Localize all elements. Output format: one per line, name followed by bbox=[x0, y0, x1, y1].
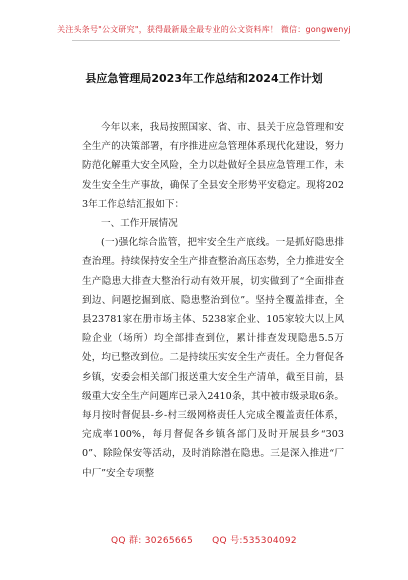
body-paragraph: (一)强化综合监管，把牢安全生产底线。一是抓好隐患排查治理。持续保持安全生产排查整治高压态势，全力推进安全生产隐患大排查大整治行动有效开展，切实做到了“全面排查到边、问题挖掘到底、隐患整治到位”。坚持全覆盖排查，全县23781家在册市场主体、5238家企业、105家较大以上风险企业（场所）均全部排查到位，累计排查发现隐患5.5万处，均已整改到位。二是持续压实安全生产责任。全力督促各乡镇，安委会相关部门报送重大安全生产清单，截至目前，县级重大安全生产问题库已录入2410条，其中被市级录取6条。每月按时督促县-乡-村三级网格责任人完成全覆盖责任体系，完成率100%，每月督促各乡镇各部门及时开展县乡“3030”、除险保安等活动，及时消除潜在隐患。三是深入推进“厂中厂”安全专项整 bbox=[82, 237, 344, 479]
banner-divider bbox=[72, 40, 340, 41]
intro-paragraph: 今年以来，我局按照国家、省、市、县关于应急管理和安全生产的决策部署，有序推进应急管理体系现代化建设，努力防范化解重大安全风险，全力以赴做好全县应急管理工作，未发生安全生产事故，确保了全县安全形势平安稳定。现将2023年工作总结汇报如下： bbox=[82, 122, 344, 210]
qq-number-text: QQ 号:535304092 bbox=[212, 536, 297, 546]
contact-footer bbox=[0, 533, 408, 546]
promo-banner: 关注头条号"公文研究"，获得最新最全最专业的公文资料库！ 微信：gongwenyj bbox=[57, 25, 351, 34]
qq-group-text: QQ 群: 30265665 bbox=[111, 536, 193, 546]
document-body bbox=[82, 118, 344, 483]
section-heading: 一、工作开展情况 bbox=[101, 218, 178, 230]
document-title: 县应急管理局2023年工作总结和2024工作计划 bbox=[85, 72, 323, 85]
